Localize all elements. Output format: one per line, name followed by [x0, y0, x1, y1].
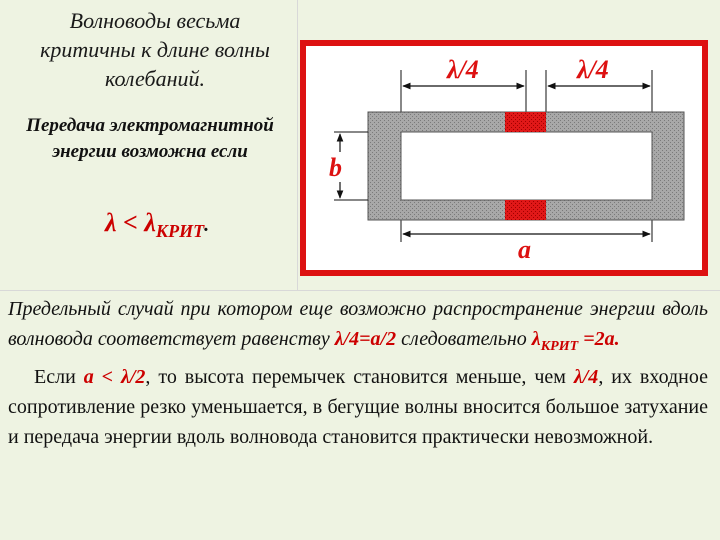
dim-label-b: b [329, 153, 342, 182]
waveguide-diagram [300, 40, 708, 276]
formula-dot: . [204, 214, 210, 236]
jumper-bottom [505, 200, 546, 220]
intro-panel [0, 0, 296, 290]
paragraph-2 [8, 362, 708, 452]
horizontal-divider [0, 290, 720, 291]
p2-text-1: , то высота перемычек становится меньше, чем [145, 366, 574, 388]
body-text [8, 294, 708, 452]
dim-label-left: λ/4 [447, 55, 479, 84]
p1-equation-1: λ/4=a/2 [334, 328, 397, 350]
intro-text: Волноводы весьма критичны к длине волны колебаний. [40, 8, 270, 91]
krit-subscript: КРИТ [155, 221, 205, 241]
paragraph-1 [8, 294, 708, 362]
p1-eq2-post: =2a. [578, 328, 620, 350]
p1-eq2-lambda: λ [531, 328, 541, 350]
vertical-divider [297, 0, 298, 290]
p1-text: Предельный случай при котором еще возможно распространение энергии вдоль волновода соответствует равенству [8, 298, 708, 350]
less-than-lambda: < λ [116, 208, 156, 237]
p2-text-2: , их входное сопротивление резко уменьшается, в бегущие волны вносится большое затухание и передача энергии вдоль волновода становится практически невозможной. [8, 366, 708, 448]
waveguide-cavity [401, 132, 652, 200]
condition-formula [105, 208, 295, 242]
p1-eq2-sub: КРИТ [540, 339, 579, 354]
condition-text: Передача электромагнитной энергии возможна если [26, 115, 274, 162]
dim-label-a: a [518, 235, 531, 264]
dim-label-right: λ/4 [577, 55, 609, 84]
p2-lead: Если [34, 366, 84, 388]
p1-equation-2 [531, 328, 620, 354]
p2-condition: a < λ/2 [83, 366, 146, 388]
p2-quarter-lambda: λ/4 [573, 366, 599, 388]
jumper-top [505, 112, 546, 132]
lambda-symbol: λ [105, 208, 117, 237]
p1-mid: следовательно [396, 328, 532, 350]
